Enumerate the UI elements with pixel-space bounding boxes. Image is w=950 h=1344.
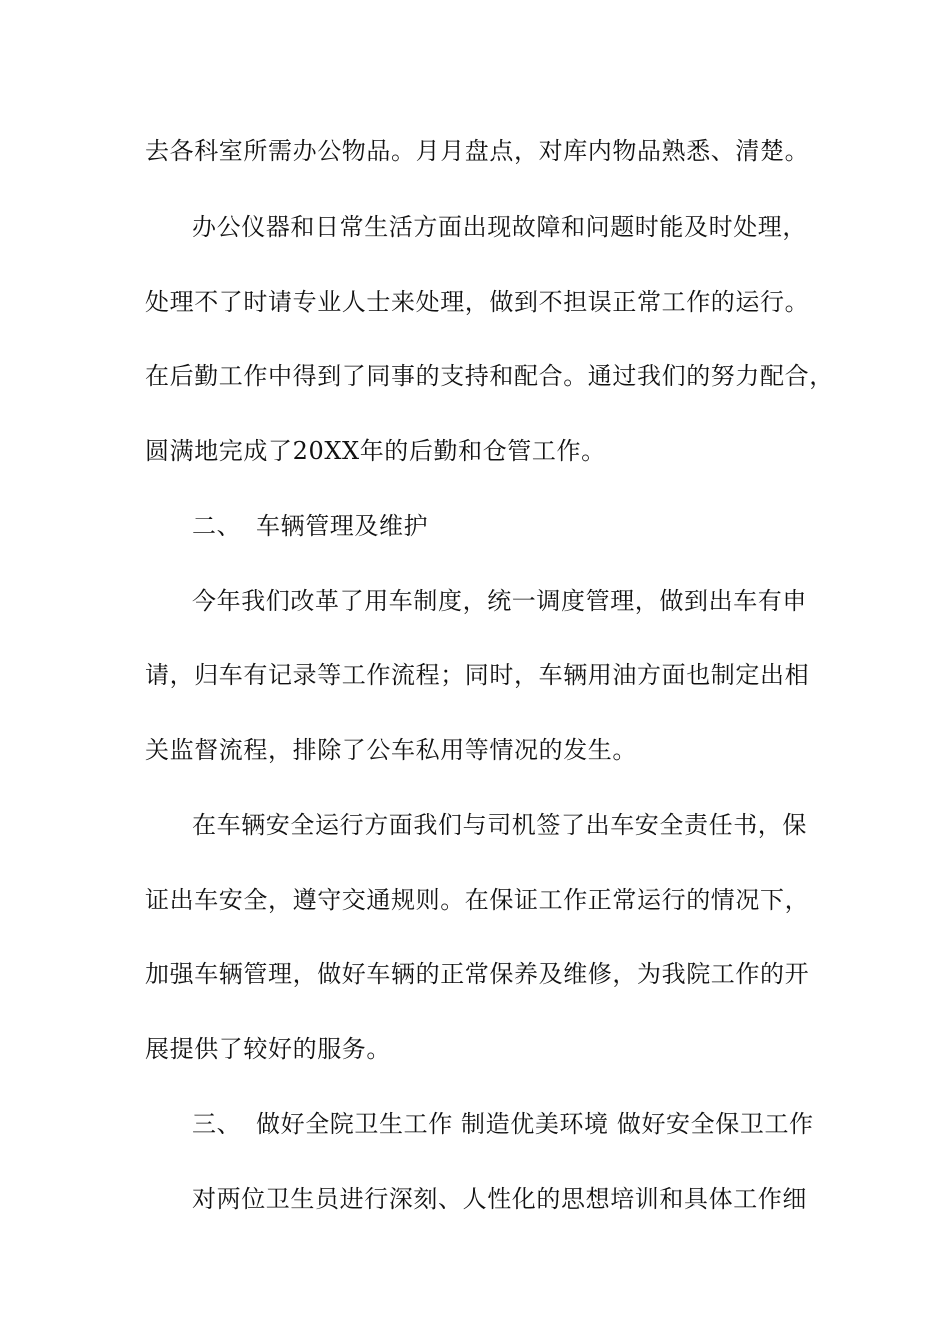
- section-heading-2: [192, 508, 428, 544]
- paragraph-line: 对两位卫生员进行深刻、人性化的思想培训和具体工作细: [192, 1185, 807, 1213]
- paragraph-line: 关监督流程，排除了公车私用等情况的发生。: [145, 736, 637, 764]
- section-title: 车辆管理及维护: [256, 512, 429, 540]
- section-title: 做好全院卫生工作 制造优美环境 做好安全保卫工作: [256, 1110, 814, 1138]
- paragraph-line: 圆满地完成了20XX年的后勤和仓管工作。: [145, 437, 606, 465]
- section-number: 二、: [192, 512, 242, 540]
- paragraph-line: 在后勤工作中得到了同事的支持和配合。通过我们的努力配合，: [145, 362, 834, 390]
- section-heading-3: [192, 1106, 814, 1142]
- paragraph-line: 加强车辆管理，做好车辆的正常保养及维修，为我院工作的开: [145, 960, 810, 988]
- paragraph-line: 处理不了时请专业人士来处理，做到不担误正常工作的运行。: [145, 288, 810, 316]
- paragraph-line: 在车辆安全运行方面我们与司机签了出车安全责任书，保: [192, 811, 807, 839]
- paragraph-line: 证出车安全，遵守交通规则。在保证工作正常运行的情况下，: [145, 886, 810, 914]
- paragraph-line: 去各科室所需办公物品。月月盘点，对库内物品熟悉、清楚。: [145, 137, 810, 165]
- paragraph-line: 请，归车有记录等工作流程；同时，车辆用油方面也制定出相: [145, 661, 810, 689]
- paragraph-line: 办公仪器和日常生活方面出现故障和问题时能及时处理，: [192, 213, 807, 241]
- paragraph-line: 今年我们改革了用车制度，统一调度管理，做到出车有申: [192, 587, 807, 615]
- paragraph-line: 展提供了较好的服务。: [145, 1035, 391, 1063]
- section-number: 三、: [192, 1110, 242, 1138]
